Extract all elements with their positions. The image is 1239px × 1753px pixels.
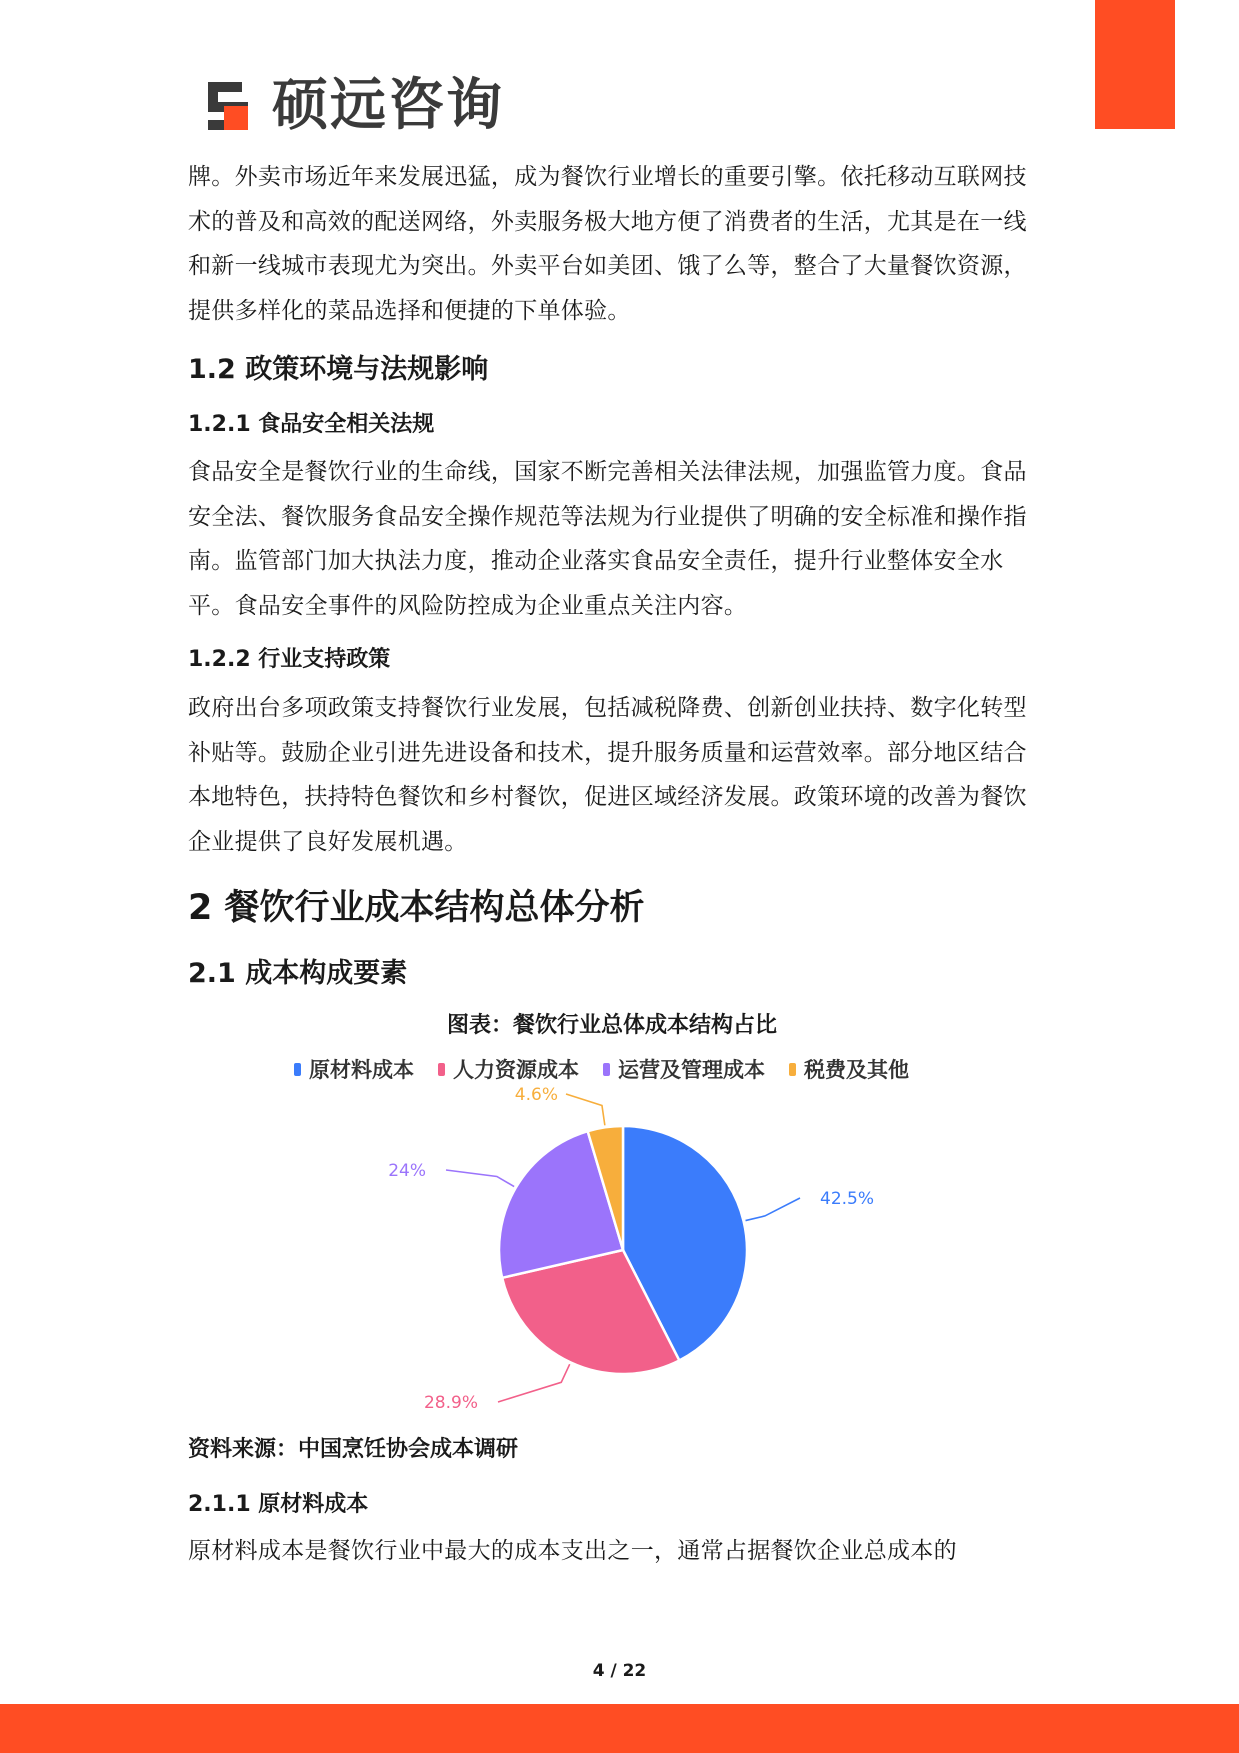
pie-leader-line xyxy=(746,1198,800,1221)
pie-leader-line xyxy=(566,1094,605,1125)
corner-accent-block xyxy=(1095,0,1175,129)
legend-label: 税费及其他 xyxy=(804,1058,909,1082)
chart-title: 图表：餐饮行业总体成本结构占比 xyxy=(446,1013,777,1038)
pie-leader-line xyxy=(498,1364,570,1402)
page-content xyxy=(188,155,1036,333)
brand-logo-icon xyxy=(202,78,258,134)
cost-structure-pie-chart xyxy=(340,1080,960,1420)
paragraph-food-safety: 食品安全是餐饮行业的生命线，国家不断完善相关法律法规，加强监管力度。食品安全法、餐饮服务食品安全操作规范等法规为行业提供了明确的安全标准和操作指南。监管部门加大执法力度，推动企业落实食品安全责任，提升行业整体安全水平。食品安全事件的风险防控成为企业重点关注内容。 xyxy=(188,459,1027,619)
brand-name: 硕远咨询 xyxy=(272,73,504,138)
footer-accent-bar xyxy=(0,1704,1239,1753)
chart-source: 资料来源：中国烹饪协会成本调研 xyxy=(188,1437,519,1462)
heading-1-2-1: 1.2.1 食品安全相关法规 xyxy=(188,412,435,437)
pie-data-label: 28.9% xyxy=(423,1393,478,1413)
paragraph-support-policy: 政府出台多项政策支持餐饮行业发展，包括减税降费、创新创业扶持、数字化转型补贴等。鼓励企业引进先进设备和技术，提升服务质量和运营效率。部分地区结合本地特色，扶持特色餐饮和乡村餐饮，促进区域经济发展。政策环境的改善为餐饮企业提供了良好发展机遇。 xyxy=(188,695,1027,855)
legend-label: 人力资源成本 xyxy=(453,1058,579,1082)
heading-chapter-2: 2 餐饮行业成本结构总体分析 xyxy=(188,888,645,928)
legend-label: 运营及管理成本 xyxy=(618,1058,765,1082)
brand-logo xyxy=(202,74,504,138)
pie-data-label: 24% xyxy=(388,1161,426,1181)
heading-2-1: 2.1 成本构成要素 xyxy=(188,958,408,989)
legend-swatch xyxy=(789,1063,796,1076)
pie-leader-line xyxy=(446,1170,514,1187)
heading-1-2: 1.2 政策环境与法规影响 xyxy=(188,354,489,385)
page-number: 4 / 22 xyxy=(592,1661,647,1681)
legend-swatch xyxy=(438,1063,445,1076)
paragraph-takeout-market: 牌。外卖市场近年来发展迅猛，成为餐饮行业增长的重要引擎。依托移动互联网技术的普及和高效的配送网络，外卖服务极大地方便了消费者的生活，尤其是在一线和新一线城市表现尤为突出。外卖平台如美团、饿了么等，整合了大量餐饮资源，提供多样化的菜品选择和便捷的下单体验。 xyxy=(188,164,1027,324)
pie-data-label: 4.6% xyxy=(514,1085,558,1105)
paragraph-raw-material: 原材料成本是餐饮行业中最大的成本支出之一，通常占据餐饮企业总成本的 xyxy=(188,1538,957,1564)
legend-label: 原材料成本 xyxy=(309,1058,414,1082)
legend-swatch xyxy=(294,1063,301,1076)
heading-1-2-2: 1.2.2 行业支持政策 xyxy=(188,647,391,672)
legend-swatch xyxy=(603,1063,610,1076)
pie-data-label: 42.5% xyxy=(820,1189,875,1209)
heading-2-1-1: 2.1.1 原材料成本 xyxy=(188,1492,369,1517)
